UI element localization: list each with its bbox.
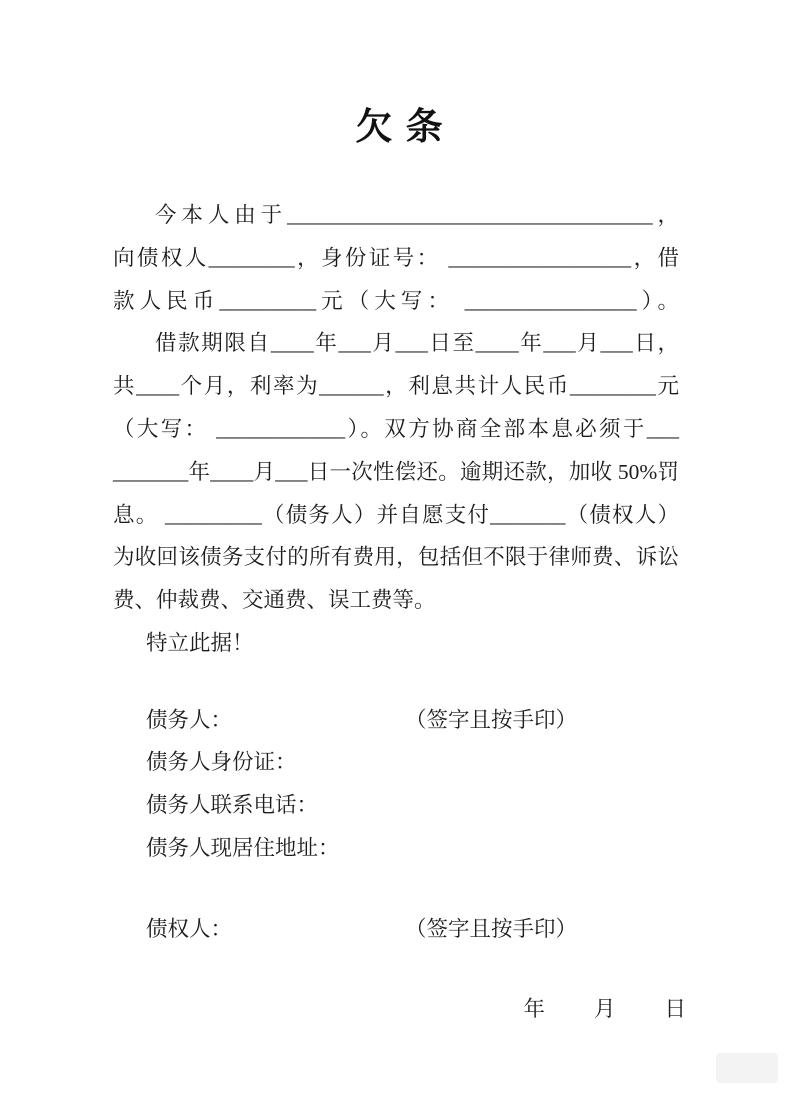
body-line: 息。 _________（债务人）并自愿支付_______（债权人） [113,502,679,527]
document-body [113,194,679,622]
body-line: （大写： ____________）。双方协商全部本息必须于___ [113,416,679,441]
body-line: 共____个月，利率为______，利息共计人民币________元 [113,374,679,399]
debtor-id-row [146,741,800,784]
body-line: 费、仲裁费、交通费、误工费等。 [113,588,436,613]
debtor-phone-row [146,784,800,827]
debtor-phone-label: 债务人联系电话： [146,792,319,817]
creditor-label: 债权人： [146,917,233,942]
date-line: 年 月 日 [523,996,688,1021]
closing-statement: 特立此据！ [146,630,254,655]
body-line: 为收回该债务支付的所有费用，包括但不限于律师费、诉讼 [113,545,679,570]
document-title: 欠 条 [355,107,445,148]
creditor-signature-row [146,908,800,951]
debtor-sign-note: （签字且按手印） [405,707,578,732]
debtor-label: 债务人： [146,707,233,732]
debtor-address-row [146,827,800,870]
debtor-signature-row [146,699,800,742]
body-line: 今本人由于__________________________________， [155,203,679,227]
debtor-address-label: 债务人现居住地址： [146,835,340,860]
creditor-sign-note: （签字且按手印） [405,917,578,942]
debtor-id-label: 债务人身份证： [146,750,297,775]
body-line: 向债权人________，身份证号： _________________，借 [113,245,679,270]
corner-watermark [716,1053,778,1083]
signature-block [0,699,800,951]
body-line: 借款期限自____年___月___日至____年___月___日， [155,331,679,356]
body-line: 款人民币_________元（大写： ________________）。 [113,288,679,313]
body-line: _______年____月___日一次性偿还。逾期还款，加收 50%罚 [113,459,679,484]
